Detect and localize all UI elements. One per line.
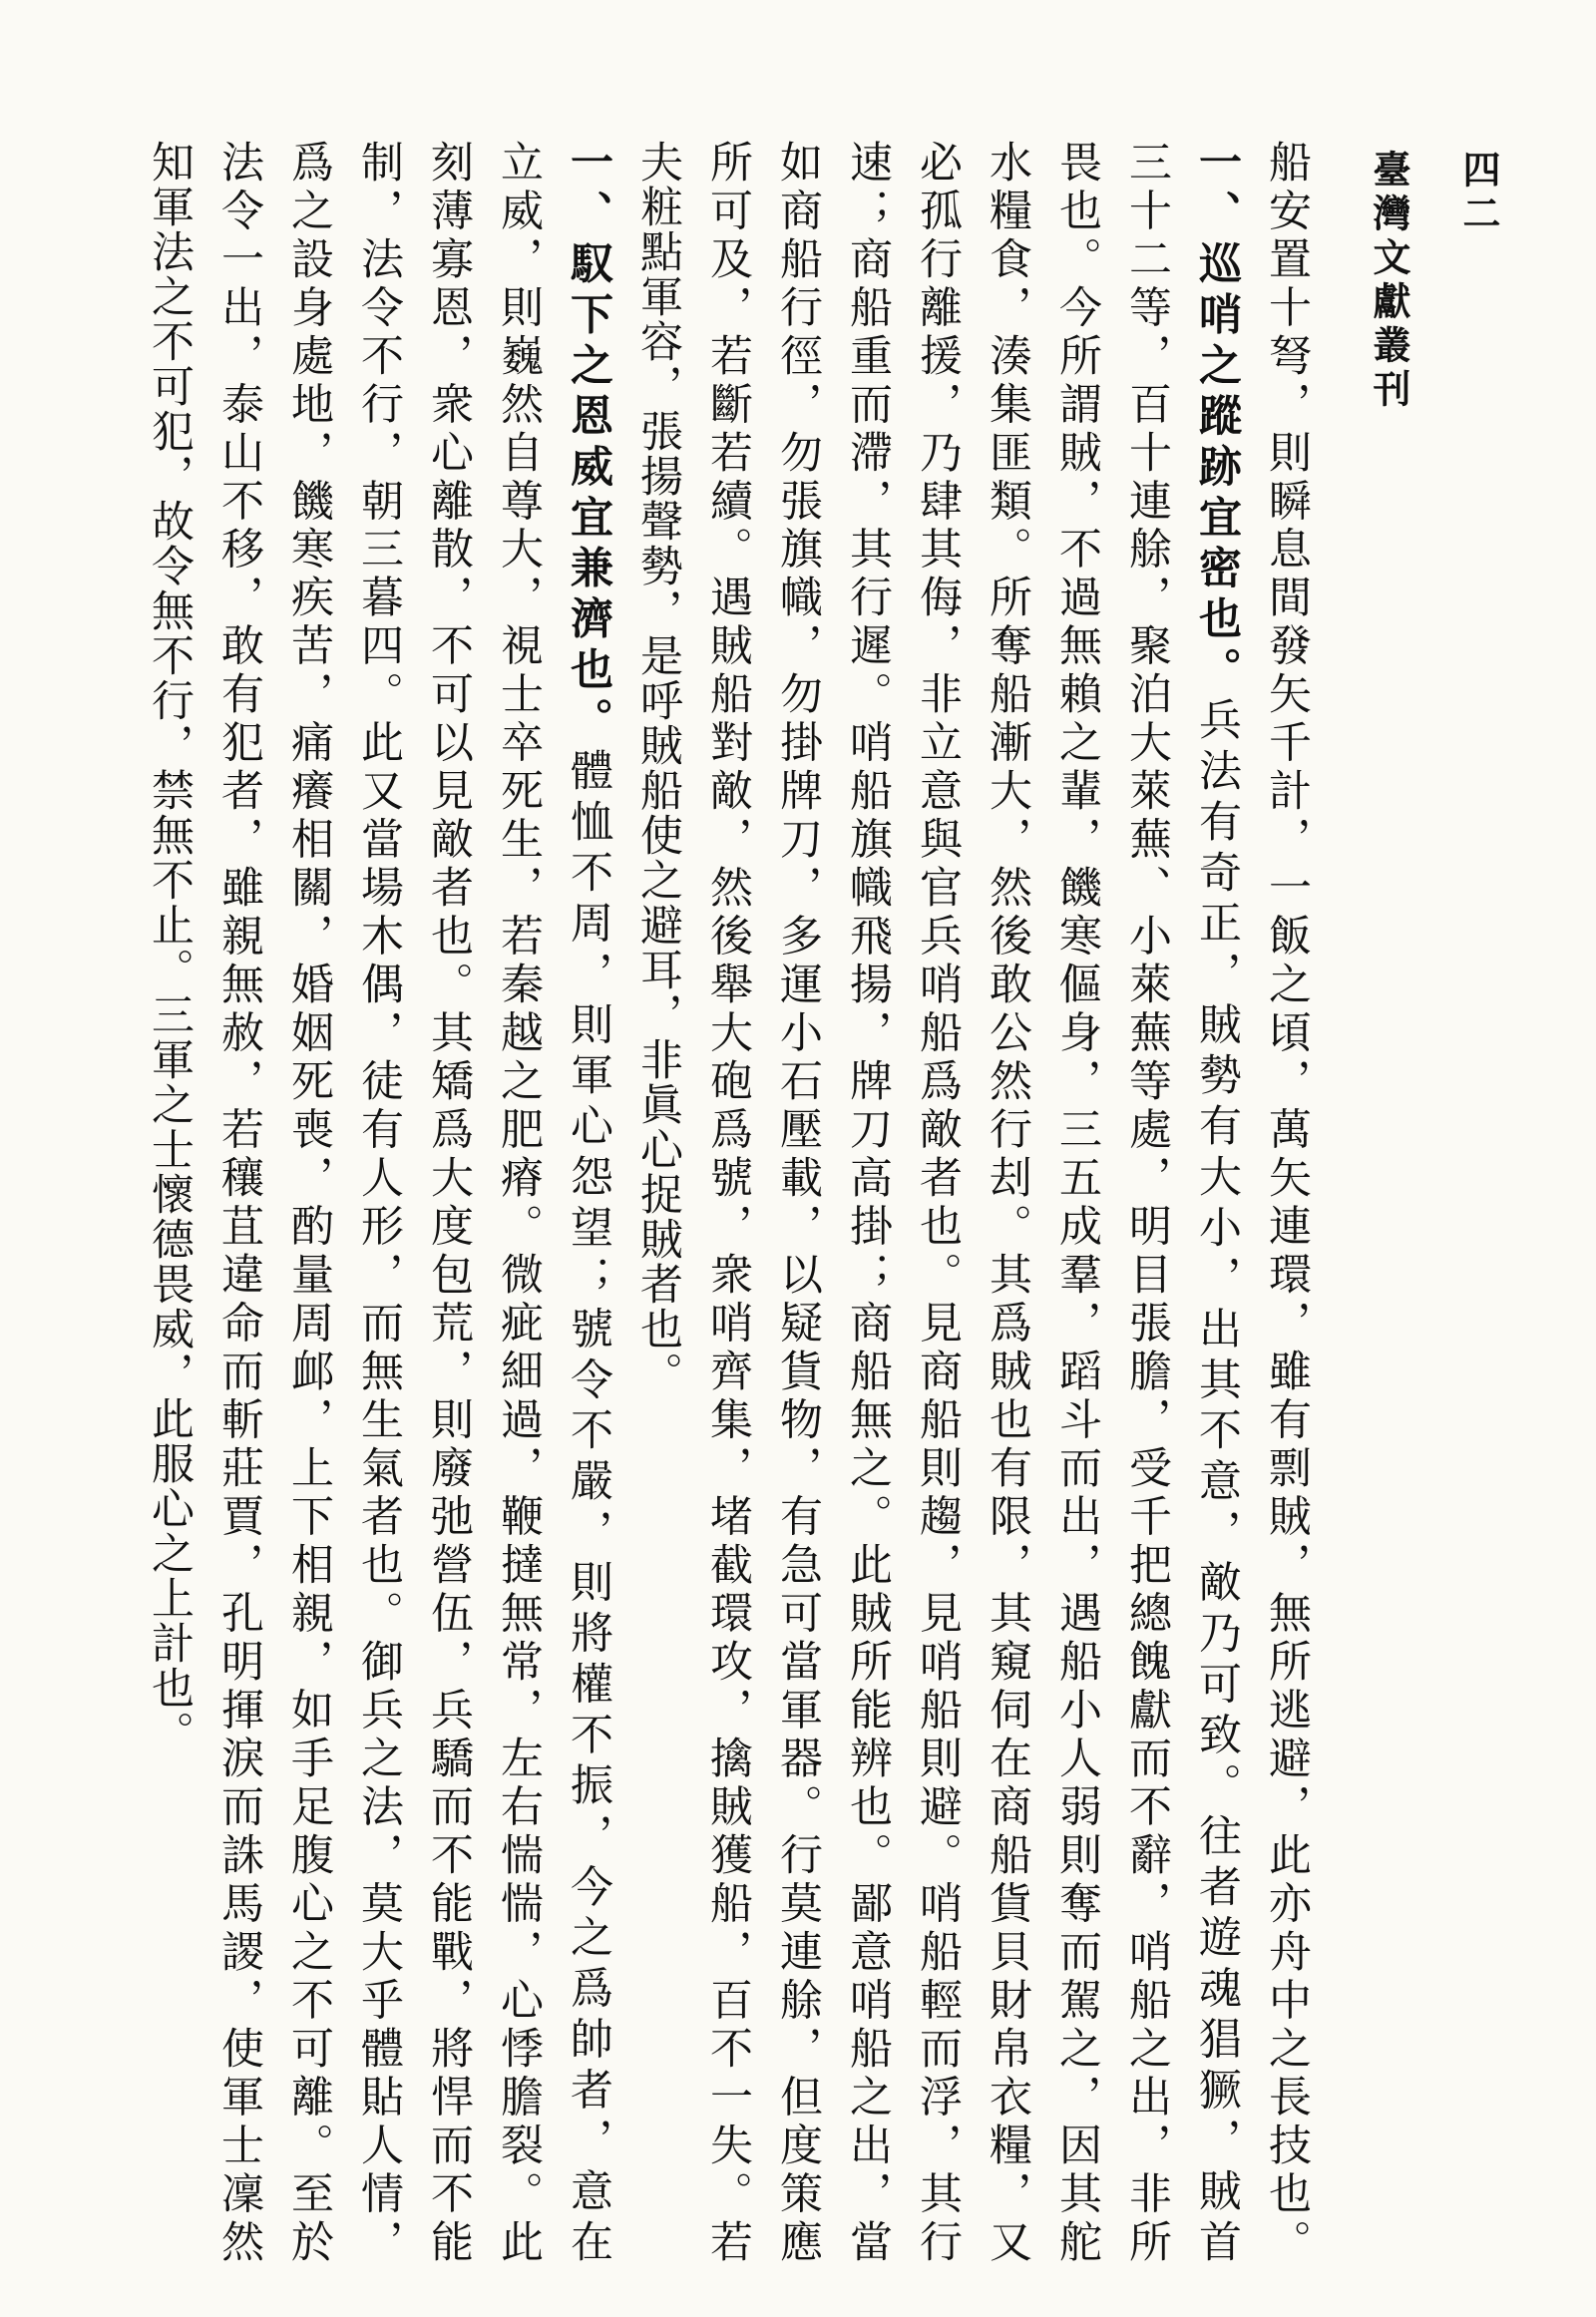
column-text: 夫粧點軍容，張揚聲勢，是呼賊船使之避耳，非眞心捉賊者也。 <box>633 140 683 1396</box>
page-number: 四二 <box>1456 150 1501 237</box>
body-text <box>135 140 1322 2264</box>
text-column <box>693 140 763 2264</box>
column-text: 水糧食，湊集匪類。所奪船漸大，然後敢公然行刦。其爲賊也有限，其窺伺在商船貨貝財帛衣糧，又 <box>983 140 1032 2264</box>
running-title: 臺灣文獻叢刊 <box>1367 150 1411 413</box>
column-text: 爲之設身處地，饑寒疾苦，痛癢相關，婚姻死喪，酌量周䘏，上下相親，如手足腹心之不可離。至於 <box>284 140 334 2264</box>
text-column <box>484 140 554 2264</box>
text-column <box>344 140 414 2264</box>
column-text: 兵法有奇正，賊勢有大小，出其不意，敵乃可致。往者遊魂猖獗，賊首 <box>1192 697 1242 2265</box>
column-text: 必孤行離援，乃肆其侮，非立意與官兵哨船爲敵者也。見商船則趨，見哨船則避。哨船輕而浮，其行 <box>913 140 963 2264</box>
column-text: 制，法令不行，朝三暮四。此又當場木偶，徒有人形，而無生氣者也。御兵之法，莫大乎體貼人情， <box>354 140 404 2264</box>
column-text: 刻薄寡恩，衆心離散，不可以見敵者也。其矯爲大度包荒，則廢弛營伍，兵驕而不能戰，將悍而不能 <box>424 140 474 2264</box>
text-column <box>135 140 204 2264</box>
text-column <box>1042 140 1112 2264</box>
column-text: 船安置十弩，則瞬息間發矢千計，一飯之頃，萬矢連環，雖有剽賊，無所逃避，此亦舟中之長技也。 <box>1262 140 1312 2264</box>
section-heading: 一、巡哨之蹤跡宜密也。 <box>1192 140 1242 698</box>
text-column <box>554 140 623 2264</box>
text-column <box>1112 140 1182 2264</box>
text-column <box>623 140 693 2264</box>
text-column <box>414 140 484 2264</box>
column-text: 畏也。今所謂賊，不過無賴之輩，饑寒傴身，三五成羣，蹈斗而出，遇船小人弱則奪而駕之，因其舵 <box>1052 140 1102 2264</box>
text-column <box>903 140 973 2264</box>
column-text: 體恤不周，則軍心怨望；號令不嚴，則將權不振，今之爲帥者，意在 <box>564 748 613 2265</box>
text-column <box>204 140 274 2264</box>
column-text: 三十二等，百十連艅，聚泊大萊蕪、小萊蕪等處，明目張膽，受千把總餽獻而不辭，哨船之出，非所 <box>1122 140 1172 2264</box>
column-text: 知軍法之不可犯，故令無不行，禁無不止。三軍之士懷德畏威，此服心之上計也。 <box>145 140 195 1755</box>
section-heading: 一、馭下之恩威宜兼濟也。 <box>564 140 613 749</box>
text-column <box>1182 140 1252 2264</box>
column-text: 所可及，若斷若續。遇賊船對敵，然後舉大砲爲號，衆哨齊集，堵截環攻，擒賊獲船，百不一失。若 <box>703 140 753 2264</box>
column-text: 法令一出，泰山不移，敢有犯者，雖親無赦，若穰苴違命而斬莊賈，孔明揮淚而誅馬謖，使軍士凜然 <box>214 140 264 2264</box>
text-column <box>763 140 833 2264</box>
text-column <box>833 140 903 2264</box>
text-column <box>274 140 344 2264</box>
text-column <box>973 140 1042 2264</box>
column-text: 如商船行徑，勿張旗幟，勿掛牌刀，多運小石壓載，以疑貨物，有急可當軍器。行莫連艅，但度策應 <box>773 140 823 2264</box>
text-column <box>1252 140 1322 2264</box>
column-text: 速；商船重而滯，其行遲。哨船旗幟飛揚，牌刀高掛；商船無之。此賊所能辨也。鄙意哨船之出，當 <box>843 140 893 2264</box>
column-text: 立威，則巍然自尊大，視士卒死生，若秦越之肥瘠。微疵細過，鞭撻無常，左右惴惴，心悸膽裂。此 <box>494 140 544 2264</box>
